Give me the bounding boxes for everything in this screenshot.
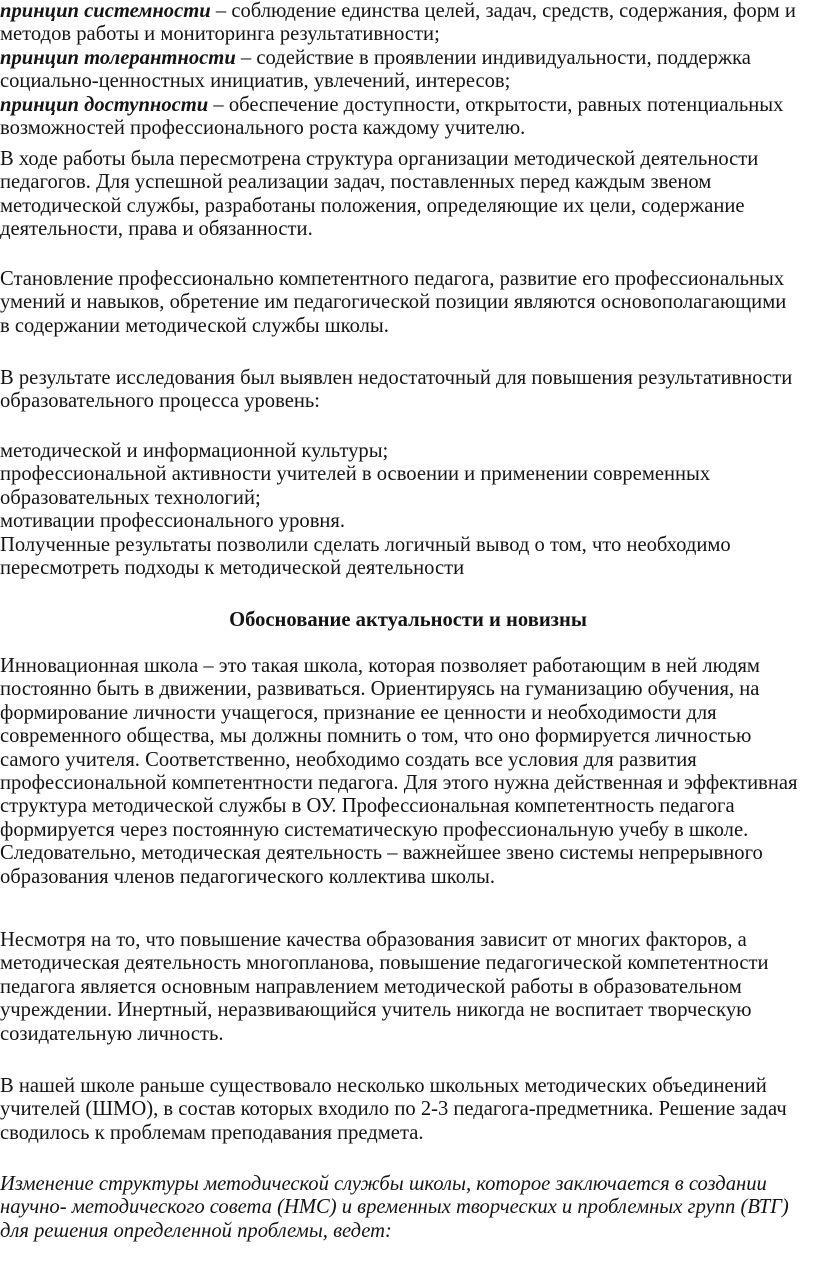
text-line: пересмотреть подходы к методической деятельности	[0, 557, 465, 580]
paragraph-change	[0, 1173, 816, 1243]
text-line: научно- методического совета (НМС) и временных творческих и проблемных групп (ВТГ)	[0, 1196, 789, 1219]
principle-item	[0, 94, 816, 117]
principle-text-line: социально-ценностных инициатив, увлечений, интересов;	[0, 70, 511, 93]
text-line: самого учителя. Соответственно, необходимо создать все условия для развития	[0, 748, 697, 771]
text-line: современного общества, мы должны помнить о том, что оно формируется личностью	[0, 725, 752, 748]
text-line: структура методической службы в ОУ. Профессиональная компетентность педагога	[0, 795, 735, 818]
section-heading: Обоснование актуальности и новизны	[229, 609, 587, 631]
list-item: мотивации профессионального уровня.	[0, 510, 346, 533]
text-line: Становление профессионально компетентного педагога, развитие его профессиональных	[0, 268, 785, 290]
text-line: сводилось к проблемам преподавания предмета.	[0, 1121, 424, 1144]
text-line: постоянно быть в движении, развиваться. Ориентируясь на гуманизацию обучения, на	[0, 678, 760, 701]
principle-term: принцип системности	[0, 0, 211, 22]
list-item: профессиональной активности учителей в освоении и применении современных	[0, 463, 711, 486]
text-line: Следовательно, методическая деятельность – важнейшее звено системы непрерывного	[0, 842, 763, 865]
text-line: В ходе работы была пересмотрена структура организации методической деятельности	[0, 148, 759, 170]
principle-text: – соблюдение единства целей, задач, средств, содержания, форм и	[210, 0, 796, 22]
text-line: Несмотря на то, что повышение качества образования зависит от многих факторов, а	[0, 929, 747, 951]
levels-list	[0, 440, 816, 534]
principles-list	[0, 0, 816, 140]
paragraph-history	[0, 1075, 816, 1145]
paragraph-conclusion	[0, 534, 816, 581]
text-line: В нашей школе раньше существовало несколько школьных методических объединений	[0, 1075, 767, 1097]
text-line: Полученные результаты позволили сделать логичный вывод о том, что необходимо	[0, 534, 731, 556]
principle-item	[0, 0, 816, 23]
principle-text: – обеспечение доступности, открытости, равных потенциальных	[208, 93, 784, 116]
text-line: учреждении. Инертный, неразвивающийся учитель никогда не воспитает творческую	[0, 999, 752, 1022]
text-line: Инновационная школа – это такая школа, которая позволяет работающим в ней людям	[0, 655, 760, 677]
text-line: формирование личности учащегося, признание ее ценности и необходимости для	[0, 701, 717, 724]
list-item: методической и информационной культуры;	[0, 440, 389, 462]
text-line: В результате исследования был выявлен недостаточный для повышения результативности	[0, 367, 793, 389]
text-line: учителей (ШМО), в состав которых входило по 2-3 педагога-предметника. Решение задач	[0, 1098, 787, 1121]
paragraph-structure	[0, 148, 816, 242]
principle-term: принцип доступности	[0, 93, 209, 116]
text-line: Изменение структуры методической службы школы, которое заключается в создании	[0, 1173, 767, 1195]
paragraph-research	[0, 367, 816, 414]
text-line: для решения определенной проблемы, ведет:	[0, 1219, 392, 1242]
text-line: в содержании методической службы школы.	[0, 314, 389, 337]
principle-text: – содействие в проявлении индивидуальности, поддержка	[235, 46, 751, 69]
text-line: методическая деятельность многопланова, повышение педагогической компетентности	[0, 952, 769, 975]
text-line: созидательную личность.	[0, 1022, 224, 1045]
text-line: деятельности, права и обязанности.	[0, 218, 313, 241]
text-line: образования членов педагогического коллектива школы.	[0, 865, 496, 888]
text-line: педагогов. Для успешной реализации задач, поставленных перед каждым звеном	[0, 171, 712, 194]
paragraph-quality	[0, 929, 816, 1046]
text-line: профессиональной компетентности педагога. Для этого нужна действенная и эффективная	[0, 771, 798, 794]
text-line: умений и навыков, обретение им педагогической позиции являются основополагающими	[0, 291, 787, 314]
principle-item	[0, 47, 816, 70]
text-line: образовательного процесса уровень:	[0, 390, 320, 413]
paragraph-innovation	[0, 655, 816, 889]
text-line: педагога является основным направлением методической работы в образовательном	[0, 975, 742, 998]
text-line: формируется через постоянную систематическую профессиональную учебу в школе.	[0, 818, 749, 841]
principle-text-line: возможностей профессионального роста каждому учителю.	[0, 116, 526, 139]
list-item: образовательных технологий;	[0, 486, 261, 509]
paragraph-formation	[0, 268, 816, 338]
text-line: методической службы, разработаны положения, определяющие их цели, содержание	[0, 194, 745, 217]
principle-term: принцип толерантности	[0, 46, 236, 69]
principle-text-line: методов работы и мониторинга результативности;	[0, 23, 440, 46]
